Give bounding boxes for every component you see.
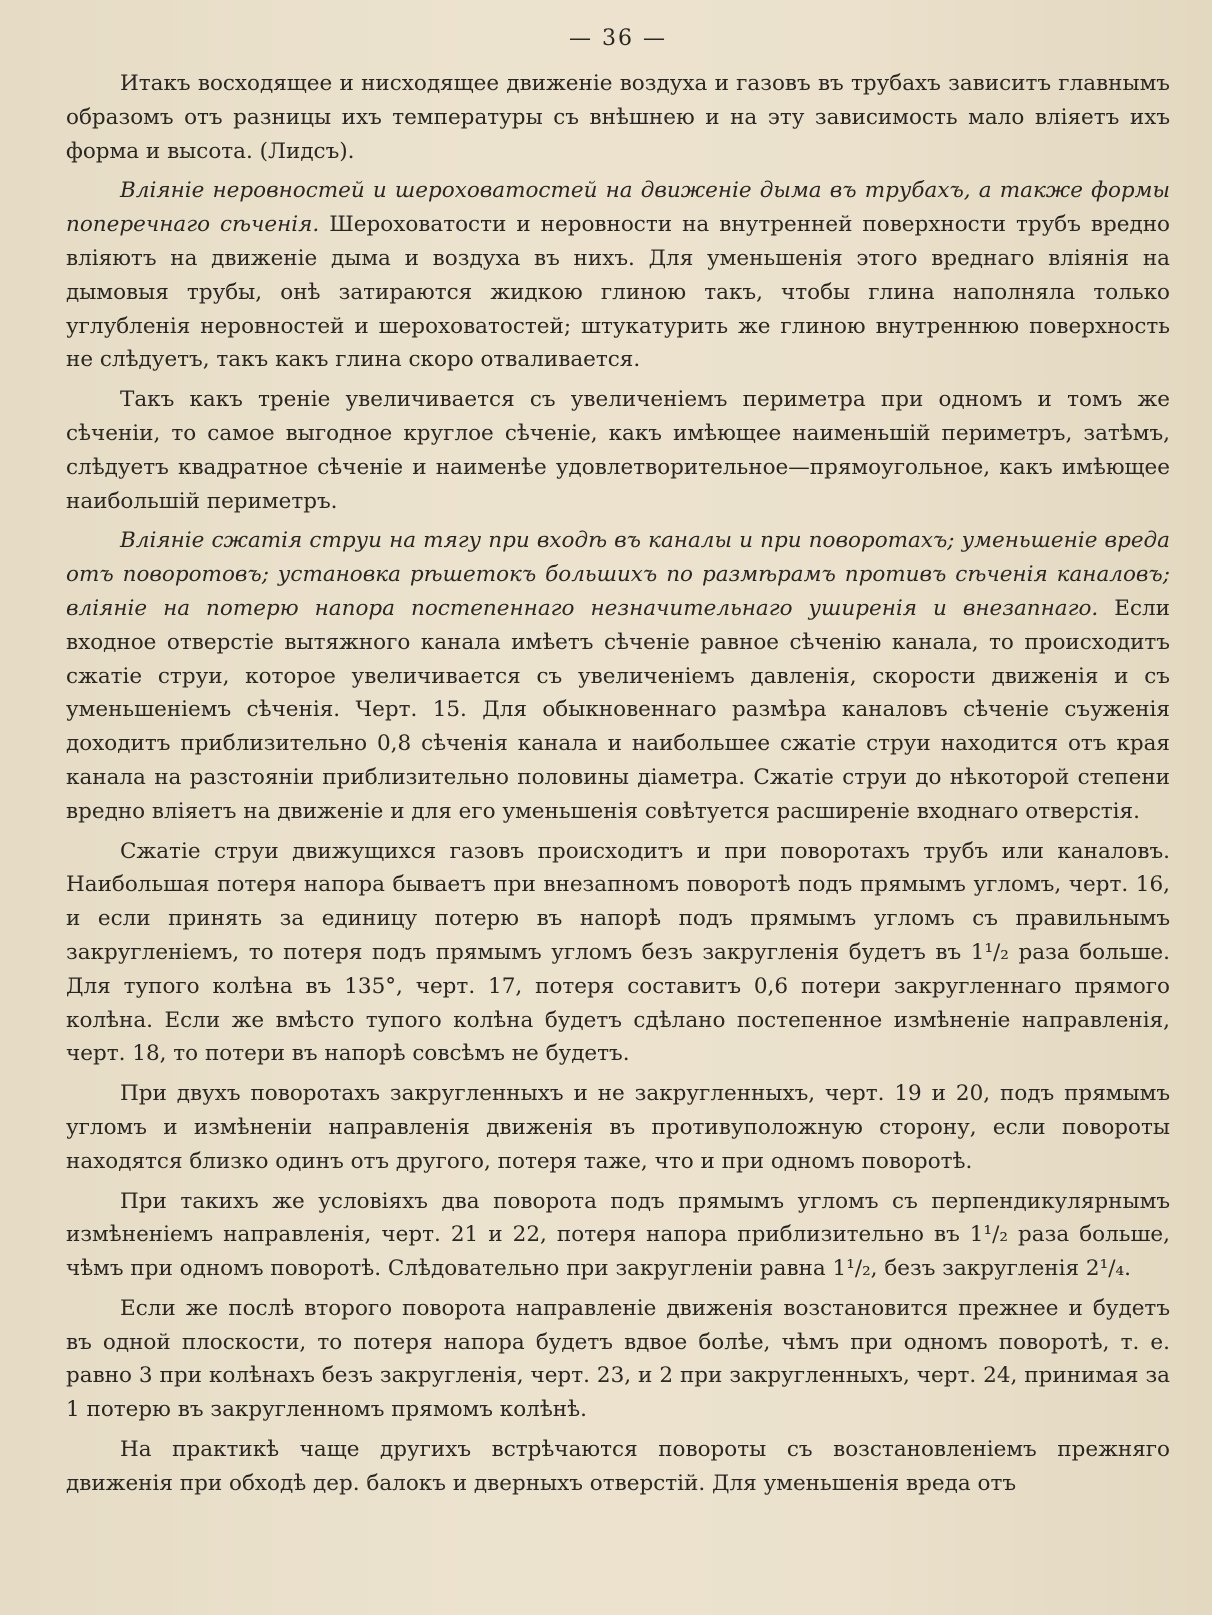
paragraph-8-text: Если же послѣ второго поворота направленіе движенія возстановится прежнее и будетъ въ одной плоскости, то потеря напора будетъ вдвое болѣе, чѣмъ при одномъ поворотѣ, т. е. равно 3 при колѣнахъ безъ закругленія, черт. 23, и 2 при закругленныхъ, черт. 24, принимая за 1 потерю въ закругленномъ прямомъ колѣнѣ. [66, 1295, 1170, 1423]
page-number: — 36 — [569, 26, 667, 51]
paragraph-2 [66, 174, 1170, 377]
paragraph-7-text: При такихъ же условіяхъ два поворота подъ прямымъ угломъ съ перпендикулярнымъ измѣненіемъ направленія, черт. 21 и 22, потеря напора приблизительно въ 1¹/₂ раза больше, чѣмъ при одномъ поворотѣ. Слѣдовательно при закругленіи равна 1¹/₂, безъ закругленія 2¹/₄. [66, 1188, 1170, 1282]
paragraph-4 [66, 524, 1170, 828]
paragraph-3-text: Такъ какъ треніе увеличивается съ увеличеніемъ периметра при одномъ и томъ же сѣченіи, то самое выгодное круглое сѣченіе, какъ имѣющее наименьшій периметръ, затѣмъ, слѣдуетъ квадратное сѣченіе и наименѣе удовлетворительное—прямоугольное, какъ имѣющее наибольшій периметръ. [66, 387, 1170, 514]
paragraph-7 [66, 1185, 1170, 1286]
paragraph-6 [66, 1077, 1170, 1178]
paragraph-2-heading: Вліяніе неровностей и шероховатостей на движеніе дыма въ трубахъ, а также формы поперечнаго сѣченія. [66, 178, 1170, 238]
paragraph-3 [66, 383, 1170, 518]
paragraph-6-text: При двухъ поворотахъ закругленныхъ и не закругленныхъ, черт. 19 и 20, подъ прямымъ угломъ и измѣненіи направленія движенія въ противуположную сторону, если повороты находятся близко одинъ отъ другого, потеря таже, что и при одномъ поворотѣ. [66, 1081, 1170, 1174]
paragraph-9-text: На практикѣ чаще другихъ встрѣчаются повороты съ возстановленіемъ прежняго движенія при обходѣ дер. балокъ и дверныхъ отверстій. Для уменьшенія вреда отъ [66, 1437, 1170, 1496]
paragraph-4-text: Если входное отверстіе вытяжного канала имѣетъ сѣченіе равное сѣченію канала, то происходитъ сжатіе струи, которое увеличивается съ увеличеніемъ давленія, скорости движенія и съ уменьшеніемъ сѣченія. Черт. 15. Для обыкновеннаго размѣра каналовъ сѣченіе съуженія доходитъ приблизительно 0,8 сѣченія канала и наибольшее сжатіе струи находится отъ края канала на разстояніи приблизительно половины діаметра. Сжатіе струи до нѣкоторой степени вредно вліяетъ на движеніе и для его уменьшенія совѣтуется расширеніе входнаго отверстія. [66, 595, 1170, 824]
paragraph-4-heading: Вліяніе сжатія струи на тягу при входѣ въ каналы и при поворотахъ; уменьшеніе вреда отъ поворотовъ; установка рѣшетокъ большихъ по размѣрамъ противъ сѣченія каналовъ; вліяніе на потерю напора постепеннаго незначительнаго уширенія и внезапнаго. [66, 528, 1170, 621]
paragraph-5-text: Сжатіе струи движущихся газовъ происходитъ и при поворотахъ трубъ или каналовъ. Наибольшая потеря напора бываетъ при внезапномъ поворотѣ подъ прямымъ угломъ, черт. 16, и если принять за единицу потерю въ напорѣ подъ прямымъ угломъ съ правильнымъ закругленіемъ, то потеря подъ прямымъ угломъ безъ закругленія будетъ въ 1¹/₂ раза больше. Для тупого колѣна въ 135°, черт. 17, потеря составитъ 0,6 потери закругленнаго прямого колѣна. Если же вмѣсто тупого колѣна будетъ сдѣлано постепенное измѣненіе направленія, черт. 18, то потери въ напорѣ совсѣмъ не будетъ. [66, 838, 1170, 1067]
paragraph-8 [66, 1292, 1170, 1427]
paragraph-1 [66, 67, 1170, 168]
paragraph-5 [66, 835, 1170, 1072]
paragraph-9 [66, 1433, 1170, 1501]
paragraph-1-text: Итакъ восходящее и нисходящее движеніе воздуха и газовъ въ трубахъ зависитъ главнымъ образомъ отъ разницы ихъ температуры съ внѣшнею и на эту зависимость мало вліяетъ ихъ форма и высота. (Лидсъ). [66, 71, 1170, 164]
paragraph-2-text: Шероховатости и неровности на внутренней поверхности трубъ вредно вліяютъ на движеніе дыма и воздуха въ нихъ. Для уменьшенія этого вреднаго вліянія на дымовыя трубы, онѣ затираются жидкою глиною такъ, чтобы глина наполняла только углубленія неровностей и шероховатостей; штукатурить же глиною внутреннюю поверхность не слѣдуетъ, такъ какъ глина скоро отваливается. [66, 212, 1170, 373]
